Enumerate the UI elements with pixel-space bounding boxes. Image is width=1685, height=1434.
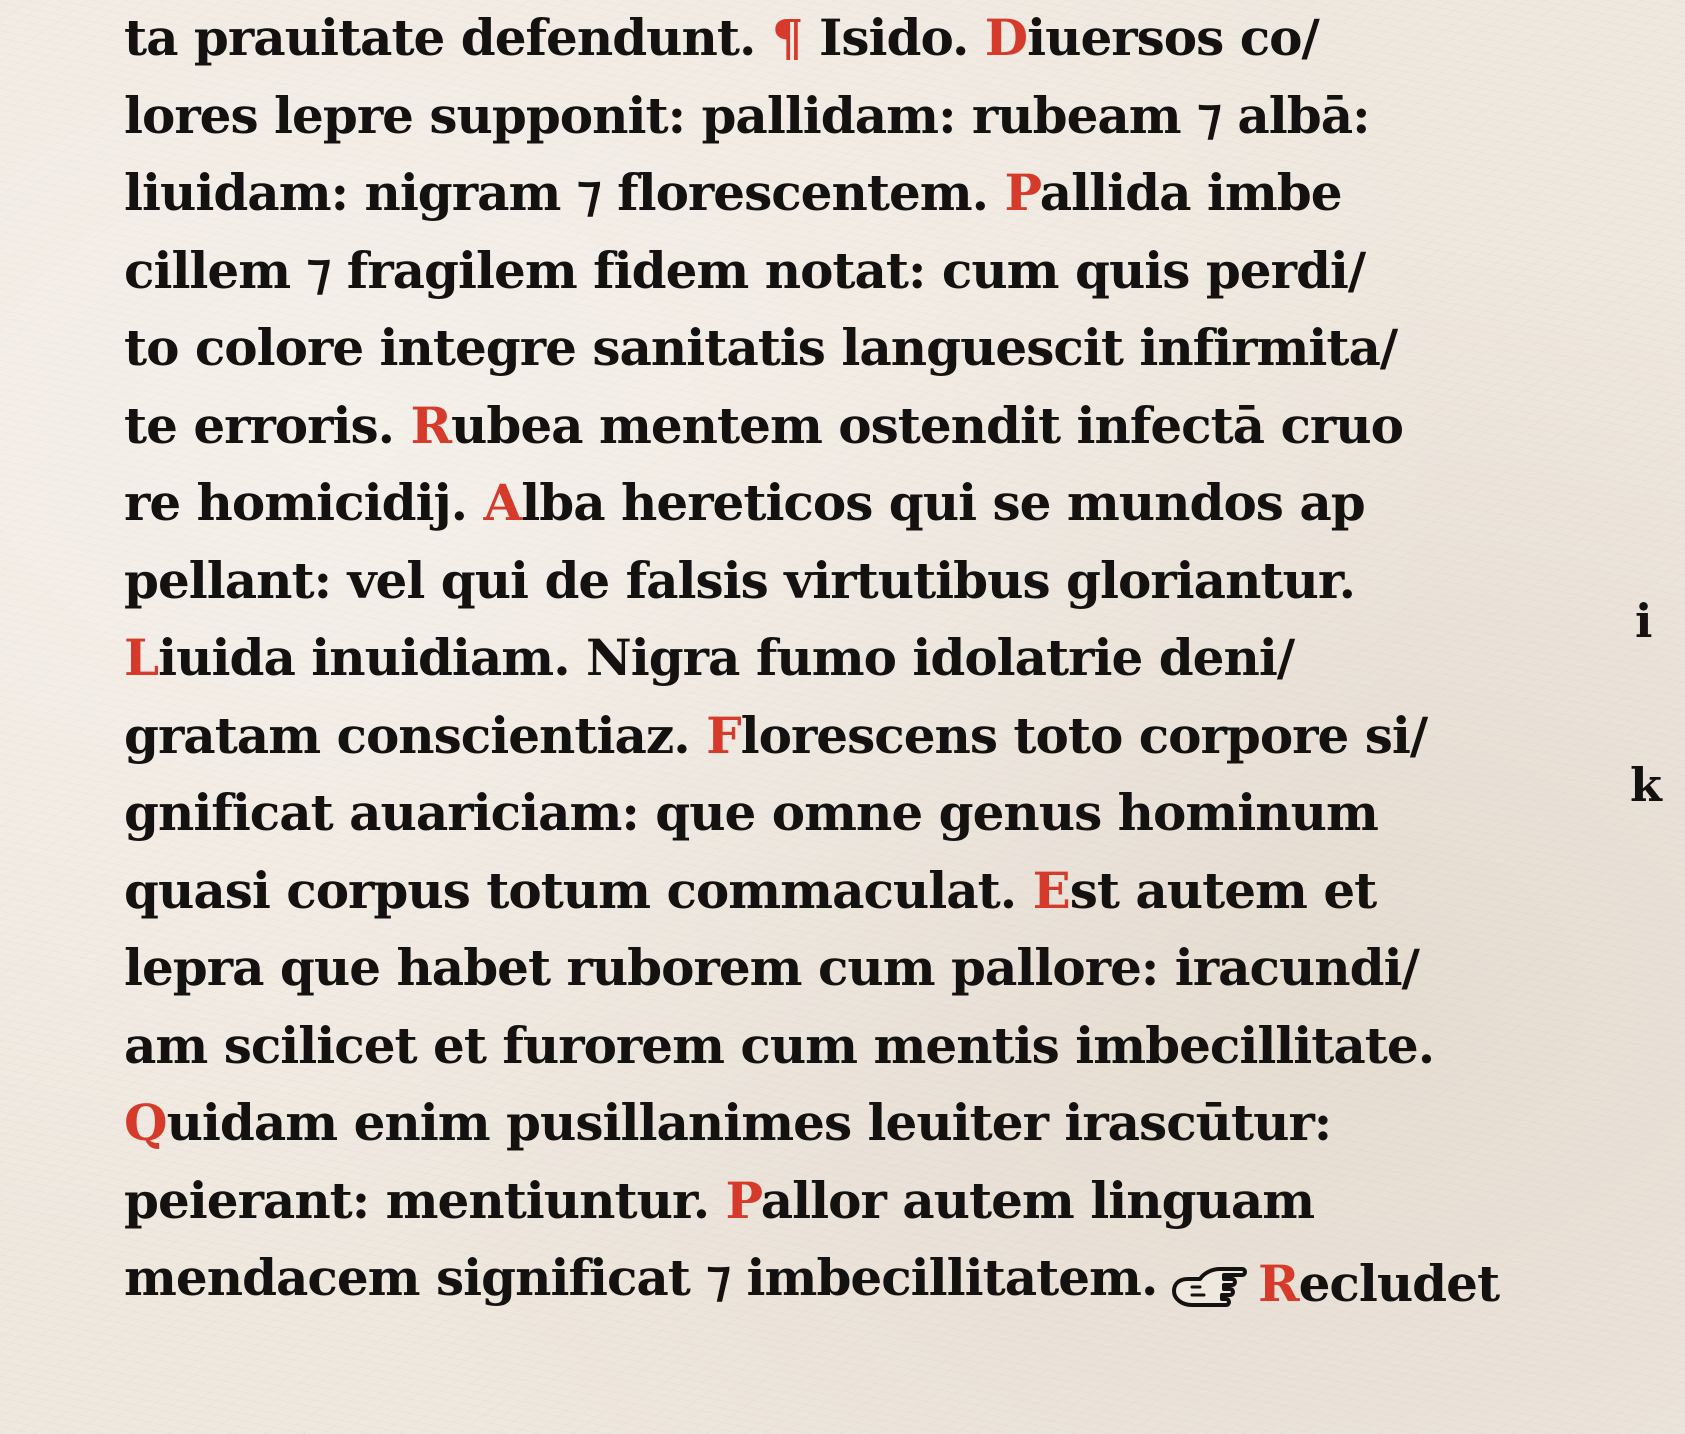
- text-line: to colore integre sanitatis languescit infirmita/: [124, 318, 1398, 377]
- text-line: re homicidij. Alba hereticos qui se mundos ap: [124, 473, 1365, 532]
- catchword-rubric: R: [1258, 1253, 1299, 1313]
- catchword: [1170, 1248, 1499, 1318]
- catchword-text: [1258, 1254, 1499, 1313]
- paragraph-mark: ¶: [771, 8, 803, 67]
- text-line: am scilicet et furorem cum mentis imbecillitate.: [124, 1015, 1435, 1075]
- rubricated-initial: Q: [124, 1093, 167, 1152]
- rubricated-initial: L: [124, 628, 159, 687]
- text-line: quasi corpus totum commaculat. Est autem et: [124, 860, 1377, 920]
- catchword-rest: ecludet: [1298, 1253, 1500, 1313]
- text-line: gratam conscientiaz. Florescens toto corpore si/: [124, 705, 1428, 765]
- signature-mark-k: k: [1630, 758, 1662, 812]
- text-line: liuidam: nigram ⁊ florescentem. Pallida imbe: [124, 163, 1342, 222]
- text-line: pellant: vel qui de falsis virtutibus gloriantur.: [124, 550, 1356, 610]
- rubricated-initial: D: [984, 8, 1028, 67]
- rubricated-initial: P: [1004, 163, 1040, 222]
- text-line: te erroris. Rubea mentem ostendit infectā cruo: [124, 395, 1403, 455]
- text-line: ta prauitate defendunt. ¶ Isido. Diuersos co/: [124, 8, 1319, 67]
- rubricated-initial: A: [483, 473, 522, 532]
- text-line: lores lepre supponit: pallidam: rubeam ⁊ albā:: [124, 85, 1370, 145]
- text-line: cillem ⁊ fragilem fidem notat: cum quis perdi/: [124, 240, 1366, 300]
- pointing-hand-icon: [1170, 1253, 1248, 1313]
- text-line: peierant: mentiuntur. Pallor autem linguam: [124, 1170, 1315, 1230]
- text-line: lepra que habet ruborem cum pallore: iracundi/: [124, 938, 1419, 997]
- text-line: Quidam enim pusillanimes leuiter irascūtur:: [124, 1093, 1332, 1152]
- text-line: mendacem significat ⁊ imbecillitatem.: [124, 1248, 1158, 1307]
- rubricated-initial: E: [1032, 860, 1070, 920]
- rubricated-initial: R: [410, 395, 452, 455]
- rubricated-initial: P: [725, 1170, 761, 1230]
- rubricated-initial: F: [706, 705, 741, 765]
- text-line: Liuida inuidiam. Nigra fumo idolatrie deni/: [124, 628, 1295, 687]
- text-line: gnificat auariciam: que omne genus hominum: [124, 783, 1378, 842]
- signature-mark-i: i: [1635, 594, 1653, 648]
- text-block: [124, 0, 1564, 1434]
